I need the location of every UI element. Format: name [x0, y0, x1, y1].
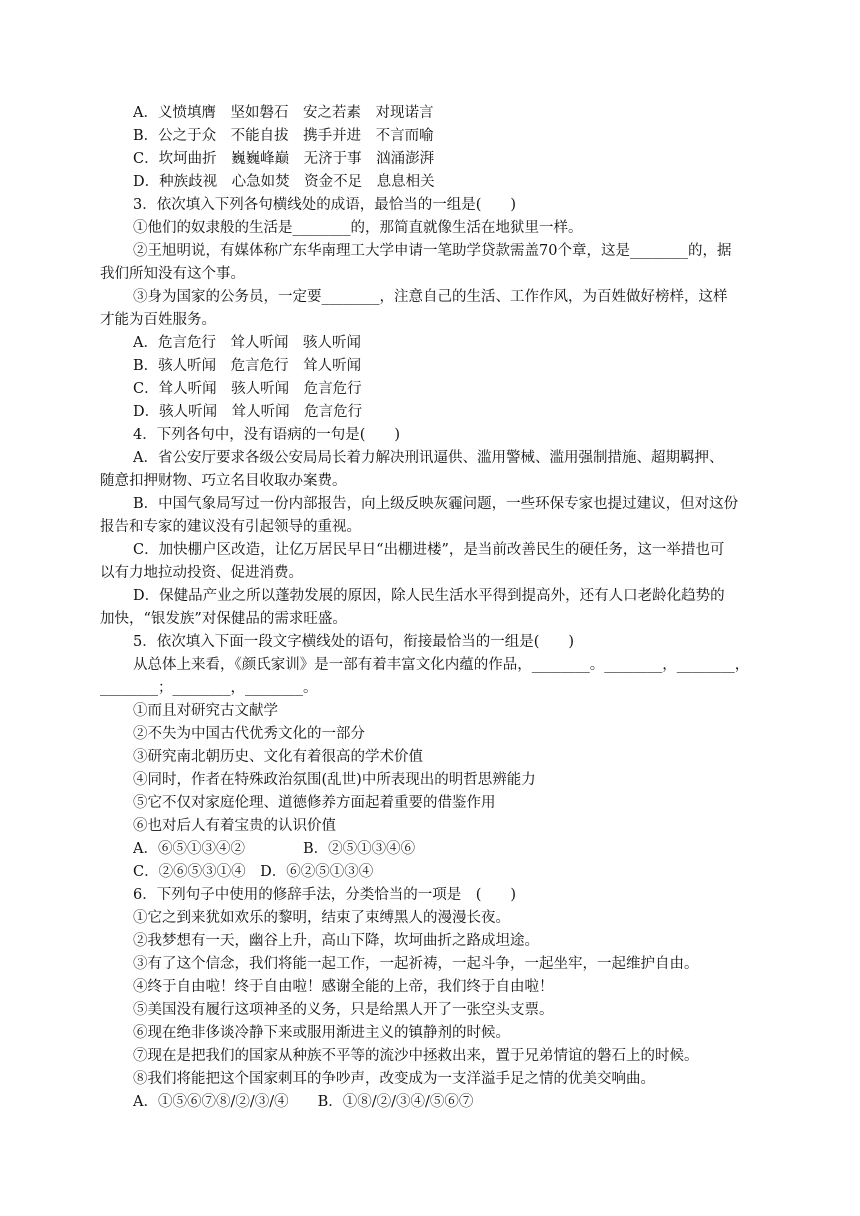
q2-option-d: D．种族歧视 心急如焚 资金不足 息息相关: [133, 174, 435, 190]
q6-sentence-1: ①它之到来犹如欢乐的黎明，结束了束缚黑人的漫漫长夜。: [133, 910, 510, 926]
q6-sentence-8: ⑧我们将能把这个国家刺耳的争吵声，改变成为一支洋溢手足之情的优美交响曲。: [133, 1071, 655, 1087]
q3-option-d: D．骇人听闻 耸人听闻 危言危行: [133, 404, 363, 420]
q6-sentence-2: ②我梦想有一天，幽谷上升，高山下降，坎坷曲折之路成坦途。: [133, 933, 539, 949]
q5-item-4: ④同时，作者在特殊政治氛围(乱世)中所表现出的明哲思辨能力: [133, 772, 536, 788]
q4-option-a-cont: 随意扣押财物、巧立名目收取办案费。: [100, 473, 347, 489]
question-5-passage-cont: ________；________，________。: [100, 680, 318, 696]
question-3-sentence-2-cont: 我们所知没有这个事。: [100, 266, 245, 282]
q5-item-6: ⑥也对后人有着宝贵的认识价值: [133, 818, 336, 834]
q5-item-3: ③研究南北朝历史、文化有着很高的学术价值: [133, 749, 423, 765]
q6-sentence-7: ⑦现在是把我们的国家从种族不平等的流沙中拯救出来，置于兄弟情谊的磐石上的时候。: [133, 1048, 699, 1064]
question-6-stem: 6．下列句子中使用的修辞手法，分类恰当的一项是 ( ): [133, 887, 517, 903]
q5-item-1: ①而且对研究古文献学: [133, 703, 278, 719]
q4-option-d-cont: 加快，“银发族”对保健品的需求旺盛。: [100, 611, 347, 627]
q4-option-d: D．保健品产业之所以蓬勃发展的原因，除人民生活水平得到提高外，还有人口老龄化趋势的: [133, 588, 725, 604]
q4-option-b: B．中国气象局写过一份内部报告，向上级反映灰霾问题，一些环保专家也提过建议，但对这份: [133, 496, 739, 512]
q5-item-5: ⑤它不仅对家庭伦理、道德修养方面起着重要的借鉴作用: [133, 795, 496, 811]
q6-options-ab: A．①⑤⑥⑦⑧/②/③/④ B．①⑧/②/③④/⑤⑥⑦: [133, 1094, 474, 1110]
q2-option-a: A．义愤填膺 坚如磐石 安之若素 对现诺言: [133, 105, 434, 121]
q5-options-ab: A．⑥⑤①③④② B．②⑤①③④⑥: [133, 841, 416, 857]
q6-sentence-3: ③有了这个信念，我们将能一起工作，一起祈祷，一起斗争，一起坐牢，一起维护自由。: [133, 956, 699, 972]
q4-option-a: A．省公安厅要求各级公安局局长着力解决刑讯逼供、滥用警械、滥用强制措施、超期羁押、: [133, 450, 724, 466]
q4-option-b-cont: 报告和专家的建议没有引起领导的重视。: [100, 519, 361, 535]
q4-option-c-cont: 以有力地拉动投资、促进消费。: [100, 565, 303, 581]
q3-option-b: B．骇人听闻 危言危行 耸人听闻: [133, 358, 362, 374]
q3-option-c: C．耸人听闻 骇人听闻 危言危行: [133, 381, 362, 397]
question-3-sentence-3: ③身为国家的公务员，一定要________，注意自己的生活、工作作风，为百姓做好榜样，这样: [133, 289, 728, 305]
q5-item-2: ②不失为中国古代优秀文化的一部分: [133, 726, 365, 742]
question-3-sentence-1: ①他们的奴隶般的生活是________的，那简直就像生活在地狱里一样。: [133, 220, 583, 236]
q2-option-b: B．公之于众 不能自拔 携手并进 不言而喻: [133, 128, 434, 144]
question-5-stem: 5．依次填入下面一段文字横线处的语句，衔接最恰当的一组是( ): [133, 634, 575, 650]
question-4-stem: 4．下列各句中，没有语病的一句是( ): [133, 427, 401, 443]
q4-option-c: C．加快棚户区改造，让亿万居民早日“出棚进楼”，是当前改善民生的硬任务，这一举措也可: [133, 542, 725, 558]
question-3-sentence-3-cont: 才能为百姓服务。: [100, 312, 216, 328]
q5-options-cd: C．②⑥⑤③①④ D．⑥②⑤①③④: [133, 864, 374, 880]
q3-option-a: A．危言危行 耸人听闻 骇人听闻: [133, 335, 361, 351]
q2-option-c: C．坎坷曲折 巍巍峰巅 无济于事 汹涌澎湃: [133, 151, 435, 167]
q6-sentence-6: ⑥现在绝非侈谈冷静下来或服用渐进主义的镇静剂的时候。: [133, 1025, 510, 1041]
q6-sentence-4: ④终于自由啦！终于自由啦！感谢全能的上帝，我们终于自由啦！: [133, 979, 554, 995]
q6-sentence-5: ⑤美国没有履行这项神圣的义务，只是给黑人开了一张空头支票。: [133, 1002, 554, 1018]
question-5-passage: 从总体上来看，《颜氏家训》是一部有着丰富文化内蕴的作品，________。________，________，: [133, 657, 750, 673]
question-3-sentence-2: ②王旭明说，有媒体称广东华南理工大学申请一笔助学贷款需盖70个章，这是________的，据: [133, 243, 732, 259]
question-3-stem: 3．依次填入下列各句横线处的成语，最恰当的一组是( ): [133, 197, 517, 213]
